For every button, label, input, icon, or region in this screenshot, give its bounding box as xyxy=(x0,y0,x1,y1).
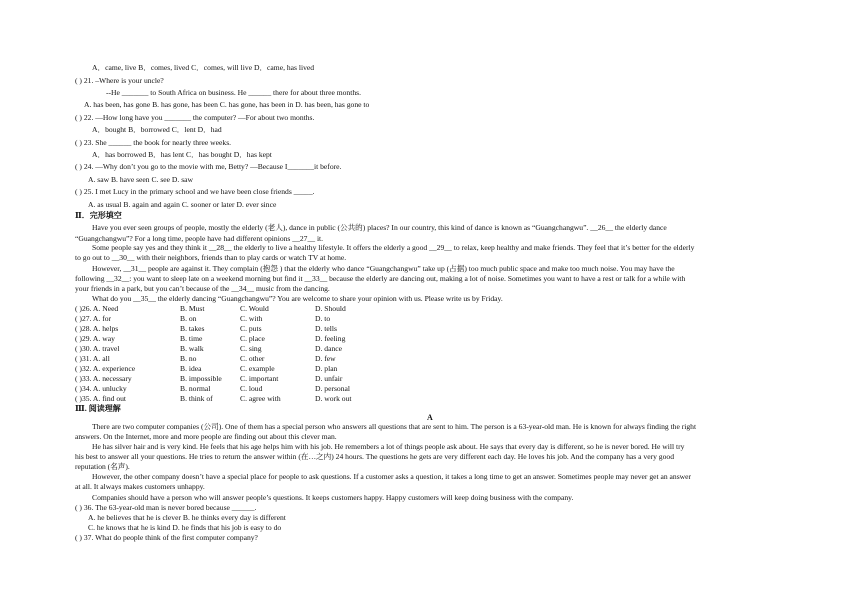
cloze-para-3b: following __32__: you want to sleep late on a weekend morning but find it __33__ because the elderly are dancing out, making a lot of noise. Sometimes you want to have a rest or talk for a while with xyxy=(75,274,686,283)
reading-para-3b: at all. It always makes customers unhappy. xyxy=(75,482,205,491)
q22-stem: ( ) 22. —How long have you _______ the computer? —For about two months. xyxy=(75,113,315,122)
cloze-q28-d: D. tells xyxy=(315,324,337,333)
reading-para-2b: his best to answer all your questions. He tries to return the answer within (在…之内) 24 hours. The questions he gets are very different each day. He loves his job. And the company has a very good xyxy=(75,452,674,461)
reading-para-1b: answers. On the Internet, more and more people are finding out about this clever man. xyxy=(75,432,337,441)
q25-options: A. as usual B. again and again C. sooner or later D. ever since xyxy=(88,200,277,209)
q21-options: A. has been, has gone B. has gone, has been C. has gone, has been in D. has been, has gone to xyxy=(84,100,370,109)
section-3-heading: Ⅲ. 阅读理解 xyxy=(75,404,121,413)
reading-para-1: There are two computer companies (公司). One of them has a special person who answers all questions that are sent to him. The person is a 63-year-old man. He is known for always finding the right xyxy=(92,422,697,431)
passage-a-label: A xyxy=(427,413,433,422)
cloze-q34-b: B. normal xyxy=(180,384,211,393)
cloze-q32-c: C. example xyxy=(240,364,275,373)
cloze-q34-c: C. loud xyxy=(240,384,263,393)
cloze-q28-b: B. takes xyxy=(180,324,205,333)
cloze-q29-a: ( )29. A. way xyxy=(75,334,115,343)
q36-options-ab: A. he believes that he is clever B. he thinks every day is different xyxy=(88,513,286,522)
q21-dialog: --He _______ to South Africa on business. He ______ there for about three months. xyxy=(106,88,361,97)
q36-stem: ( ) 36. The 63-year-old man is never bored because ______. xyxy=(75,503,257,512)
q22-options: A．bought B．borrowed C．lent D．had xyxy=(92,125,222,134)
cloze-q31-a: ( )31. A. all xyxy=(75,354,110,363)
cloze-q26-b: B. Must xyxy=(180,304,205,313)
cloze-q30-b: B. walk xyxy=(180,344,204,353)
cloze-q29-b: B. time xyxy=(180,334,203,343)
reading-para-2c: reputation (名声). xyxy=(75,462,130,471)
cloze-q30-d: D. dance xyxy=(315,344,342,353)
reading-para-2: He has silver hair and is very kind. He feels that his age helps him with his job. He remembers a lot of things people ask about. He says that every day is different, so he is never bored. He will try xyxy=(92,442,685,451)
cloze-q35-a: ( )35. A. find out xyxy=(75,394,127,403)
q36-options-cd: C. he knows that he is kind D. he finds that his job is easy to do xyxy=(88,523,282,532)
cloze-q30-c: C. sing xyxy=(240,344,262,353)
q23-stem: ( ) 23. She ______ the book for nearly three weeks. xyxy=(75,138,232,147)
cloze-q34-d: D. personal xyxy=(315,384,351,393)
cloze-q32-b: B. idea xyxy=(180,364,202,373)
cloze-q32-a: ( )32. A. experience xyxy=(75,364,136,373)
cloze-q33-c: C. important xyxy=(240,374,279,383)
cloze-q35-d: D. work out xyxy=(315,394,352,403)
section-2-heading: Ⅱ．完形填空 xyxy=(75,211,122,220)
cloze-q27-a: ( )27. A. for xyxy=(75,314,112,323)
cloze-q31-c: C. other xyxy=(240,354,265,363)
cloze-q28-c: C. puts xyxy=(240,324,262,333)
cloze-para-1b: “Guangchangwu”? For a long time, people have had different opinions __27__ it. xyxy=(75,234,324,243)
cloze-q29-c: C. place xyxy=(240,334,265,343)
cloze-para-3: However, __31__ people are against it. They complain (抱怨 ) that the elderly who dance “Guangchangwu” take up (占据) too much public space and make too much noise. You may have the xyxy=(92,264,675,273)
cloze-q35-c: C. agree with xyxy=(240,394,281,403)
reading-para-4: Companies should have a person who will answer people’s questions. It keeps customers happy. Happy customers will keep doing business with the company. xyxy=(92,493,574,502)
cloze-q27-d: D. to xyxy=(315,314,331,323)
cloze-q33-d: D. unfair xyxy=(315,374,343,383)
cloze-q26-c: C. Would xyxy=(240,304,269,313)
cloze-q26-d: D. Should xyxy=(315,304,346,313)
cloze-q32-d: D. plan xyxy=(315,364,338,373)
cloze-q35-b: B. think of xyxy=(180,394,213,403)
cloze-q34-a: ( )34. A. unlucky xyxy=(75,384,127,393)
q20-options: A．came, live B．comes, lived C．comes, will live D．came, has lived xyxy=(92,63,315,72)
cloze-q31-d: D. few xyxy=(315,354,336,363)
cloze-para-4: What do you __35__ the elderly dancing “Guangchangwu”? You are welcome to share your opinion with us. Please write us by Friday. xyxy=(92,294,503,303)
cloze-q33-b: B. impossible xyxy=(180,374,222,383)
q21-stem: ( ) 21. –Where is your uncle? xyxy=(75,76,164,85)
cloze-q28-a: ( )28. A. helps xyxy=(75,324,119,333)
q25-stem: ( ) 25. I met Lucy in the primary school and we have been close friends _____. xyxy=(75,187,315,196)
cloze-para-1: Have you ever seen groups of people, mostly the elderly (老人), dance in public (公共的) places? In our country, this kind of dance is known as “Guangchangwu”. __26__ the elderly dance xyxy=(92,223,667,232)
cloze-q27-b: B. on xyxy=(180,314,197,323)
cloze-para-2b: to go out to __30__ with their neighbors, friends than to play cards or watch TV at home. xyxy=(75,253,347,262)
q37-stem: ( ) 37. What do people think of the first computer company? xyxy=(75,533,258,542)
cloze-q31-b: B. no xyxy=(180,354,197,363)
cloze-para-3c: your friends in a park, but you can’t because of the __34__ music from the dancing. xyxy=(75,284,330,293)
cloze-q26-a: ( )26. A. Need xyxy=(75,304,119,313)
q23-options: A．has borrowed B．has lent C．has bought D．has kept xyxy=(92,150,272,159)
q24-stem: ( ) 24. —Why don’t you go to the movie with me, Betty? —Because I_______it before. xyxy=(75,162,342,171)
cloze-q29-d: D. feeling xyxy=(315,334,346,343)
cloze-q30-a: ( )30. A. travel xyxy=(75,344,120,353)
cloze-q27-c: C. with xyxy=(240,314,263,323)
reading-para-3: However, the other company doesn’t have a special place for people to ask questions. If a customer asks a question, it takes a long time to get an answer. Sometimes people may never get an answer xyxy=(92,472,692,481)
cloze-para-2: Some people say yes and they think it __28__ the elderly to live a healthy lifestyle. It offers the elderly a good __29__ to relax, keep healthy and make friends. They feel that it’s better for the elderly xyxy=(92,243,695,252)
cloze-q33-a: ( )33. A. necessary xyxy=(75,374,132,383)
q24-options: A. saw B. have seen C. see D. saw xyxy=(88,175,194,184)
